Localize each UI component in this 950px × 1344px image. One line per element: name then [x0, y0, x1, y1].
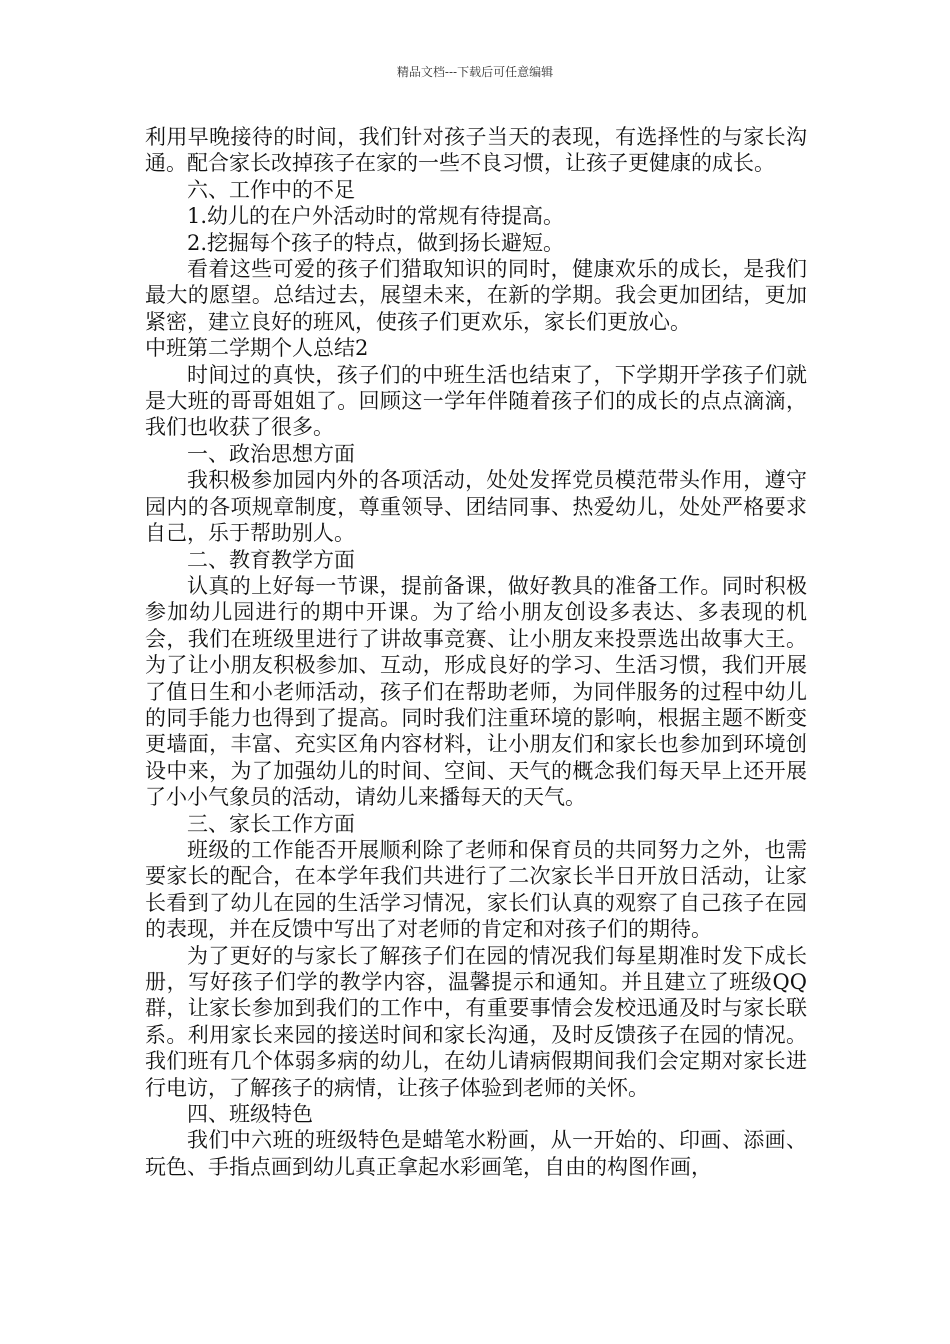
paragraph-teaching: 认真的上好每一节课，提前备课，做好教具的准备工作。同时积极参加幼儿园进行的期中开课。为了给小朋友创设多表达、多表现的机会，我们在班级里进行了讲故事竞赛、让小朋友来投票选出故事大王。为了让小朋友积极参加、互动，形成良好的学习、生活习惯，我们开展了值日生和小老师活动，孩子们在帮助老师，为同伴服务的过程中幼儿的同手能力也得到了提高。同时我们注重环境的影响，根据主题不断变更墙面，丰富、充实区角内容材料，让小朋友们和家长也参加到环境创设中来，为了加强幼儿的时间、空间、天气的概念我们每天早上还开展了小小气象员的活动，请幼儿来播每天的天气。 — [145, 573, 807, 810]
document-body — [145, 124, 807, 1180]
section-heading-4: 四、班级特色 — [187, 1102, 313, 1127]
paragraph-1: 利用早晚接待的时间，我们针对孩子当天的表现，有选择性的与家长沟通。配合家长改掉孩子在家的一些不良习惯，让孩子更健康的成长。 — [145, 125, 807, 176]
section-heading-1: 一、政治思想方面 — [187, 441, 355, 466]
list-item-1: 1.幼儿的在户外活动时的常规有待提高。 — [187, 204, 565, 229]
list-item-2: 2.挖掘每个孩子的特点，做到扬长避短。 — [187, 230, 565, 255]
section-heading-3: 三、家长工作方面 — [187, 811, 355, 836]
paragraph-parents-1: 班级的工作能否开展顺利除了老师和保育员的共同努力之外，也需要家长的配合，在本学年我们共进行了二次家长半日开放日活动，让家长看到了幼儿在园的生活学习情况，家长们认真的观察了自己孩子在园的表现，并在反馈中写出了对老师的肯定和对孩子们的期待。 — [145, 837, 807, 942]
section-heading-6: 六、工作中的不足 — [187, 177, 355, 202]
paragraph-features: 我们中六班的班级特色是蜡笔水粉画，从一开始的、印画、添画、玩色、手指点画到幼儿真正拿起水彩画笔，自由的构图作画， — [145, 1128, 807, 1179]
paragraph-politics: 我积极参加园内外的各项活动，处处发挥党员模范带头作用，遵守园内的各项规章制度，尊重领导、团结同事、热爱幼儿，处处严格要求自己，乐于帮助别人。 — [145, 468, 807, 546]
paragraph-parents-2: 为了更好的与家长了解孩子们在园的情况我们每星期准时发下成长册，写好孩子们学的教学内容，温馨提示和通知。并且建立了班级QQ群，让家长参加到我们的工作中，有重要事情会发校迅通及时与家长联系。利用家长来园的接送时间和家长沟通，及时反馈孩子在园的情况。我们班有几个体弱多病的幼儿，在幼儿请病假期间我们会定期对家长进行电访，了解孩子的病情，让孩子体验到老师的关怀。 — [145, 943, 807, 1100]
page-header: 精品文档---下载后可任意编辑 — [396, 65, 554, 79]
section-heading-2: 二、教育教学方面 — [187, 547, 355, 572]
document-title-2: 中班第二学期个人总结2 — [145, 336, 369, 361]
paragraph-summary: 看着这些可爱的孩子们猎取知识的同时，健康欢乐的成长，是我们最大的愿望。总结过去，展望未来，在新的学期。我会更加团结，更加紧密，建立良好的班风，使孩子们更欢乐，家长们更放心。 — [145, 257, 807, 334]
paragraph-intro: 时间过的真快，孩子们的中班生活也结束了，下学期开学孩子们就是大班的哥哥姐姐了。回顾这一学年伴随着孩子们的成长的点点滴滴，我们也收获了很多。 — [145, 362, 807, 440]
